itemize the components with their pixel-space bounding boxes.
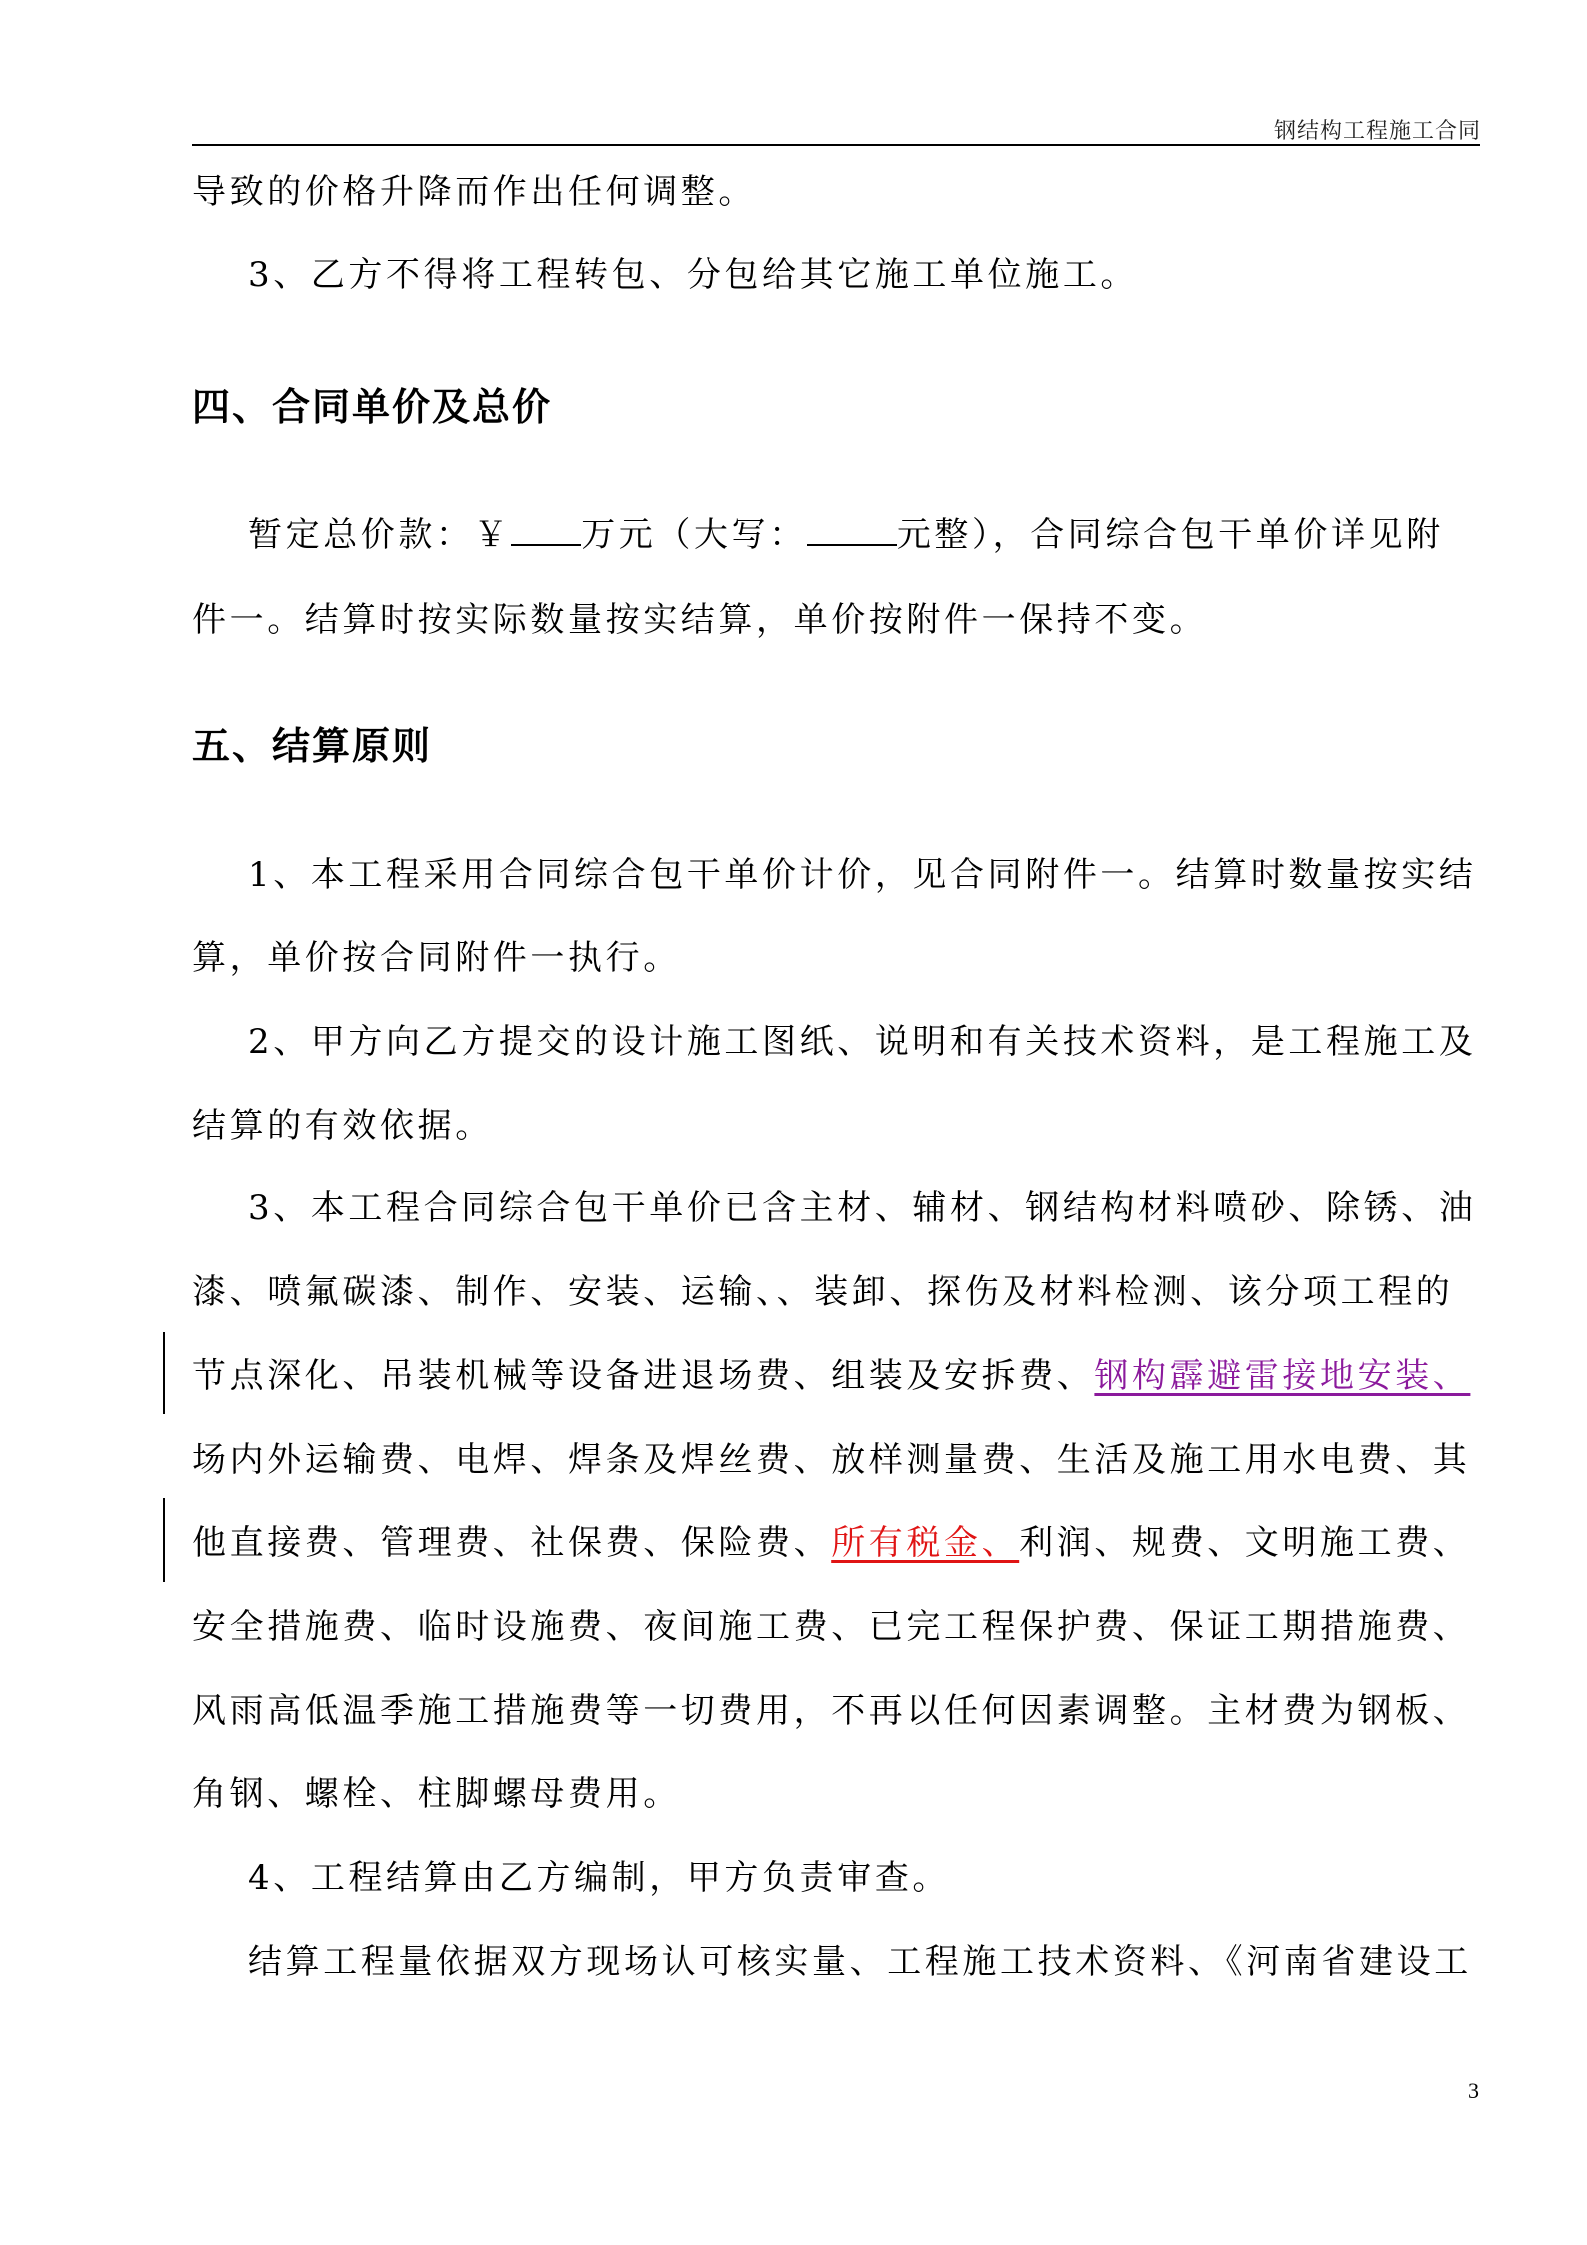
settlement-clause-3-line-5 [192, 1521, 1470, 1565]
settlement-clause-3-line-8: 角钢、螺栓、柱脚螺母费用。 [192, 1774, 681, 1814]
revision-insertion-taxes: 所有税金、 [831, 1523, 1020, 1563]
settlement-clause-3-line-6: 安全措施费、临时设施费、夜间施工费、已完工程保护费、保证工期措施费、 [192, 1607, 1471, 1647]
price-prefix: 暂定总价款：￥ [248, 515, 512, 555]
header-title: 钢结构工程施工合同 [1273, 119, 1481, 144]
settlement-clause-3-line-3 [192, 1354, 1470, 1398]
continuation-line: 导致的价格升降而作出任何调整。 [192, 172, 756, 212]
clause-3-text: 他直接费、管理费、社保费、保险费、 [192, 1523, 832, 1563]
clause-3-no-subcontract: 3、乙方不得将工程转包、分包给其它施工单位施工。 [248, 255, 1139, 295]
price-suffix: 元整），合同综合包干单价详见附 [896, 515, 1444, 555]
settlement-clause-3-line-4: 场内外运输费、电焊、焊条及焊丝费、放样测量费、生活及施工用水电费、其 [192, 1440, 1471, 1480]
settlement-clause-3-line-7: 风雨高低温季施工措施费等一切费用，不再以任何因素调整。主材费为钢板、 [192, 1691, 1471, 1731]
settlement-clause-2-cont: 结算的有效依据。 [192, 1106, 493, 1146]
settlement-clause-1: 1、本工程采用合同综合包干单价计价，见合同附件一。结算时数量按实结 [248, 855, 1477, 895]
section-5-heading: 五、结算原则 [192, 724, 433, 768]
settlement-clause-3: 3、本工程合同综合包干单价已含主材、辅材、钢结构材料喷砂、除锈、油 [248, 1188, 1477, 1228]
settlement-clause-4: 4、工程结算由乙方编制，甲方负责审查。 [248, 1858, 951, 1898]
price-line [248, 513, 1444, 557]
clause-3-text: 节点深化、吊装机械等设备进退场费、组装及安拆费、 [192, 1356, 1095, 1396]
amount-blank[interactable] [511, 514, 581, 546]
clause-3-text: 利润、规费、文明施工费、 [1019, 1523, 1471, 1563]
header-rule [192, 144, 1480, 146]
settlement-clause-1-cont: 算，单价按合同附件一执行。 [192, 938, 681, 978]
change-bar [163, 1332, 165, 1414]
settlement-clause-2: 2、甲方向乙方提交的设计施工图纸、说明和有关技术资料，是工程施工及 [248, 1022, 1477, 1062]
amount-words-blank[interactable] [807, 514, 897, 546]
page-number: 3 [1468, 2078, 1479, 2103]
price-unit: 万元（大写： [581, 515, 807, 555]
change-bar [163, 1498, 165, 1582]
settlement-quantity-basis: 结算工程量依据双方现场认可核实量、工程施工技术资料、《河南省建设工 [248, 1942, 1472, 1982]
revision-insertion-lightning: 钢构霹避雷接地安装、 [1094, 1356, 1471, 1396]
settlement-clause-3-line-2: 漆、喷氟碳漆、制作、安装、运输、、装卸、探伤及材料检测、该分项工程的 [192, 1272, 1454, 1312]
section-4-heading: 四、合同单价及总价 [192, 385, 553, 429]
price-line-2: 件一。结算时按实际数量按实结算，单价按附件一保持不变。 [192, 600, 1208, 640]
